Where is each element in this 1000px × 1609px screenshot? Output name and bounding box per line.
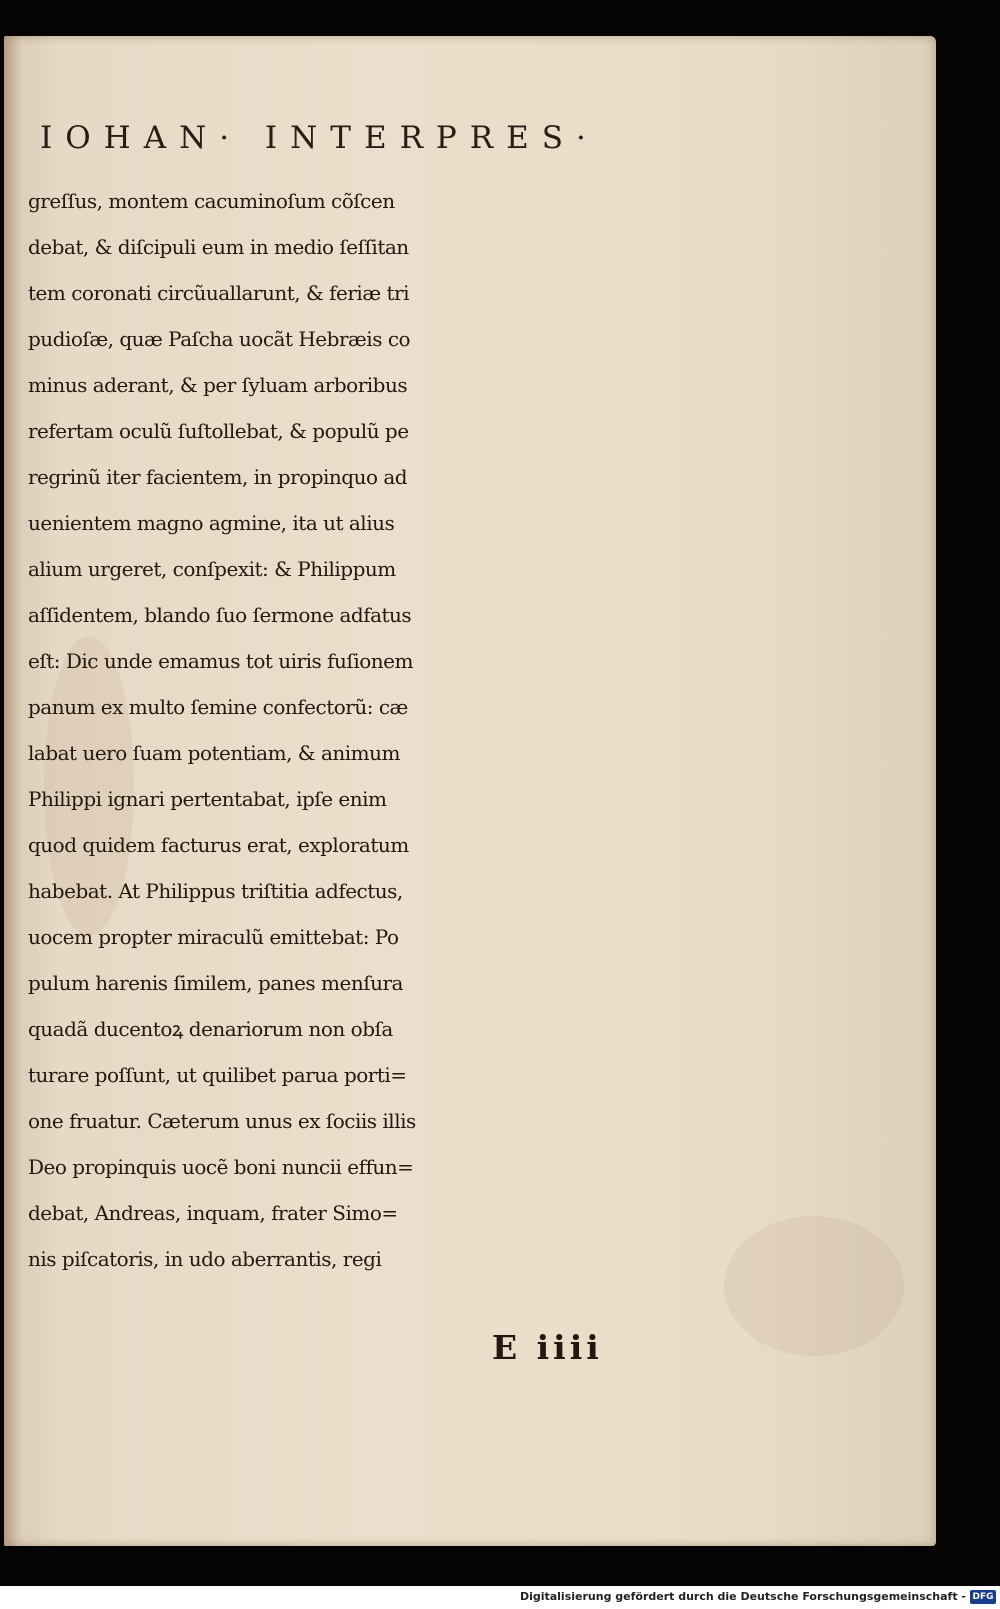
text-line: regrinũ iter facientem, in propinquo ad — [28, 465, 408, 489]
text-line: alium urgeret, conſpexit: & Philippum — [28, 557, 396, 581]
text-line: nis piſcatoris, in udo aberrantis, regi — [28, 1247, 382, 1271]
text-line: uenientem magno agmine, ita ut alius — [28, 511, 395, 535]
text-line: greſſus, montem cacuminoſum cõſcen — [28, 189, 395, 213]
text-line: quadã ducentoꝝ denariorum non obſa — [28, 1017, 393, 1041]
dfg-logo: DFG — [970, 1590, 996, 1604]
text-line: aſſidentem, blando ſuo ſermone adfatus — [28, 603, 412, 627]
body-text — [28, 178, 668, 1282]
text-line: turare poſſunt, ut quilibet parua porti= — [28, 1063, 407, 1087]
text-line: tem coronati circũuallarunt, & feriæ tri — [28, 281, 409, 305]
text-line: pudioſæ, quæ Paſcha uocãt Hebræis co — [28, 327, 411, 351]
text-line: quod quidem facturus erat, exploratum — [28, 833, 409, 857]
signature-mark: E iiii — [492, 1328, 603, 1367]
text-line: habebat. At Philippus triſtitia adfectus, — [28, 879, 403, 903]
paper-stain — [724, 1216, 904, 1356]
page-gutter-shadow — [4, 36, 22, 1546]
text-line: eſt: Dic unde emamus tot uiris fuſionem — [28, 649, 413, 673]
text-line: pulum harenis ſimilem, panes menſura — [28, 971, 403, 995]
text-line: debat, & diſcipuli eum in medio ſeſſitan — [28, 235, 409, 259]
text-line: one fruatur. Cæterum unus ex ſociis illis — [28, 1109, 416, 1133]
text-line: Deo propinquis uocẽ boni nuncii effun= — [28, 1155, 414, 1179]
digitization-credit: Digitalisierung gefördert durch die Deutsche Forschungsgemeinschaft - — [519, 1590, 966, 1603]
text-line: refertam oculũ ſuſtollebat, & populũ pe — [28, 419, 409, 443]
text-line: Philippi ignari pertentabat, ipſe enim — [28, 787, 387, 811]
book-page — [4, 36, 936, 1546]
text-line: labat uero ſuam potentiam, & animum — [28, 741, 400, 765]
text-line: panum ex multo ſemine confectorũ: cæ — [28, 695, 408, 719]
text-line: uocem propter miraculũ emittebat: Po — [28, 925, 399, 949]
text-line: minus aderant, & per ſyluam arboribus — [28, 373, 408, 397]
text-line: debat, Andreas, inquam, frater Simo= — [28, 1201, 398, 1225]
running-head: IOHAN· INTERPRES· — [40, 120, 599, 156]
